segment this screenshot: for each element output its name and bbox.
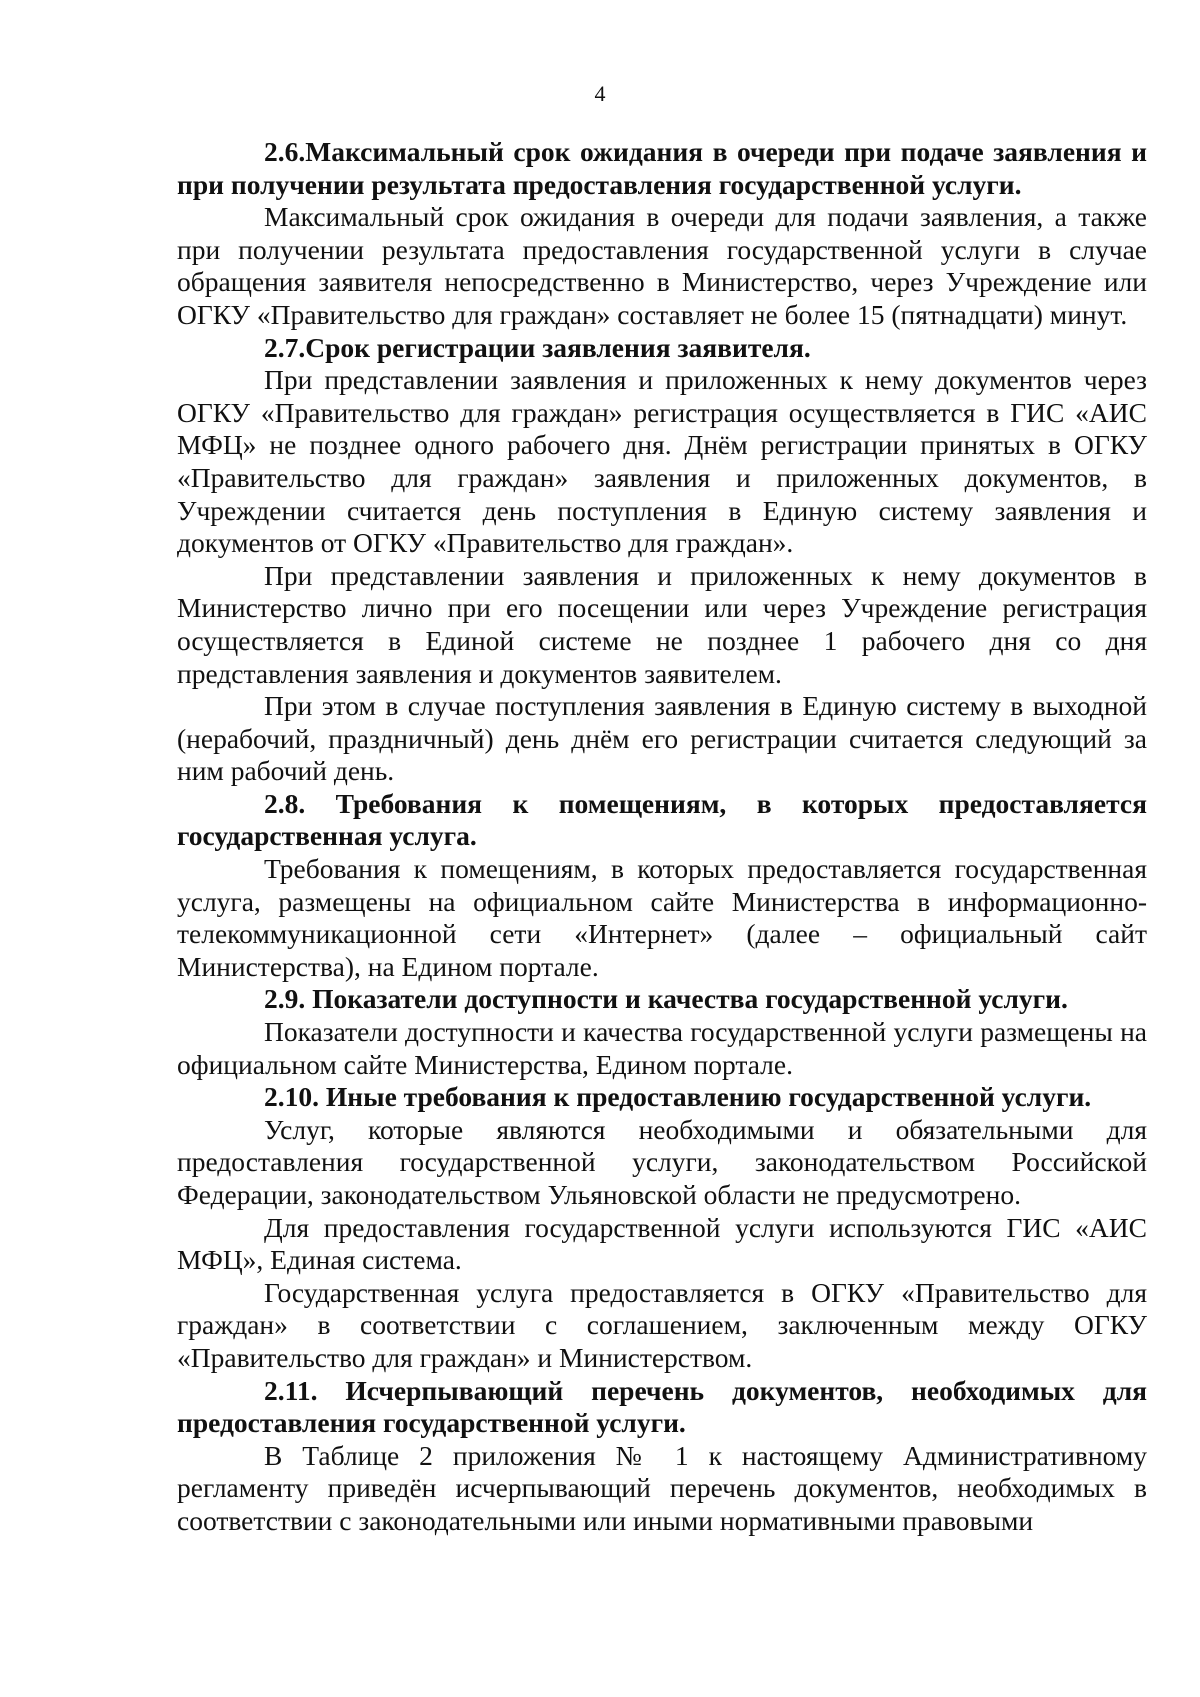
paragraph: Для предоставления государственной услуги используются ГИС «АИС МФЦ», Единая система. <box>177 1211 1147 1276</box>
section-heading-2-11: 2.11. Исчерпывающий перечень документов, необходимых для предоставления государственной услуги. <box>177 1374 1147 1439</box>
paragraph: Государственная услуга предоставляется в ОГКУ «Правительство для граждан» в соответствии с соглашением, заключенным между ОГКУ «Правительство для граждан» и Министерством. <box>177 1276 1147 1373</box>
paragraph: Показатели доступности и качества государственной услуги размещены на официальном сайте Министерства, Едином портале. <box>177 1016 1147 1080</box>
section-heading-2-8: 2.8. Требования к помещениям, в которых предоставляется государственная услуга. <box>177 787 1147 852</box>
paragraph: Требования к помещениям, в которых предоставляется государственная услуга, размещены на официальном сайте Министерства в информационно-телекоммуникационной сети «Интернет» (далее – официальный сайт Министерства), на Едином портале. <box>177 853 1147 982</box>
paragraph: При этом в случае поступления заявления в Единую систему в выходной (нерабочий, праздничный) день днём его регистрации считается следующий за ним рабочий день. <box>177 690 1147 787</box>
section-heading-2-9: 2.9. Показатели доступности и качества государственной услуги. <box>264 983 1068 1015</box>
paragraph: При представлении заявления и приложенных к нему документов через ОГКУ «Правительство для граждан» регистрация осуществляется в ГИС «АИС МФЦ» не позднее одного рабочего дня. Днём регистрации принятых в ОГКУ «Правительство для граждан» заявления и приложенных документов, в Учреждении считается день поступления в Единую систему заявления и документов от ОГКУ «Правительство для граждан». <box>177 364 1147 559</box>
paragraph: Услуг, которые являются необходимыми и обязательными для предоставления государственной услуги, законодательством Российской Федерации, законодательством Ульяновской области не предусмотрено. <box>177 1113 1147 1210</box>
paragraph: В Таблице 2 приложения № 1 к настоящему Административному регламенту приведён исчерпывающий перечень документов, необходимых в соответствии с законодательными или иными нормативными правовыми <box>177 1439 1147 1536</box>
section-heading-2-6: 2.6.Максимальный срок ожидания в очереди при подаче заявления и при получении результата предоставления государственной услуги. <box>177 136 1147 200</box>
paragraph: Максимальный срок ожидания в очереди для подачи заявления, а также при получении результата предоставления государственной услуги в случае обращения заявителя непосредственно в Министерство, через Учреждение или ОГКУ «Правительство для граждан» составляет не более 15 (пятнадцати) минут. <box>177 201 1147 330</box>
page-number: 4 <box>594 81 606 106</box>
section-heading-2-10: 2.10. Иные требования к предоставлению государственной услуги. <box>264 1081 1092 1113</box>
paragraph: При представлении заявления и приложенных к нему документов в Министерство лично при его посещении или через Учреждение регистрация осуществляется в Единой системе не позднее 1 рабочего дня со дня представления заявления и документов заявителем. <box>177 559 1147 689</box>
section-heading-2-7: 2.7.Срок регистрации заявления заявителя. <box>264 331 811 363</box>
document-body <box>177 136 1147 1538</box>
